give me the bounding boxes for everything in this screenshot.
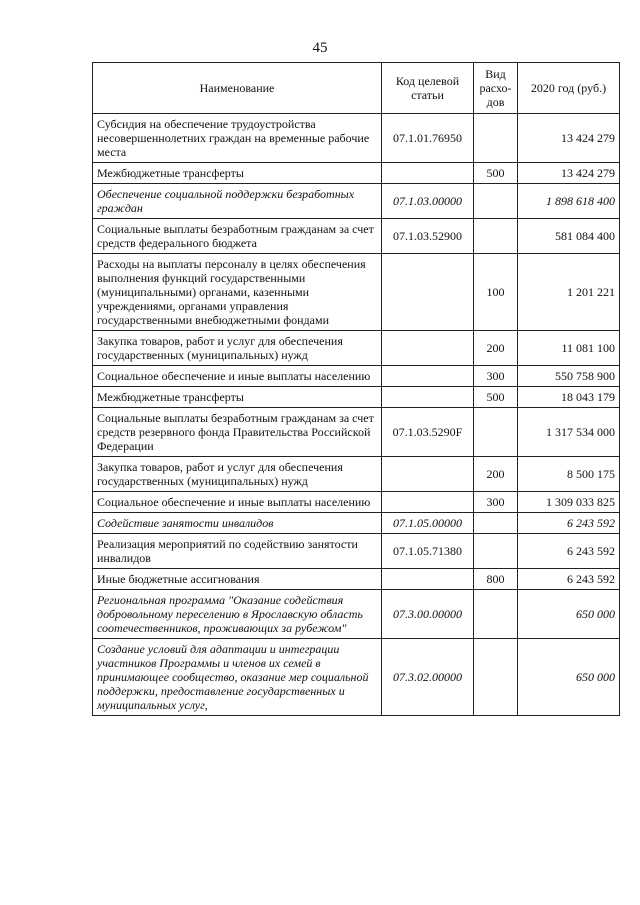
row-amount: 6 243 592 xyxy=(518,513,620,534)
row-kind xyxy=(474,513,518,534)
row-kind: 300 xyxy=(474,492,518,513)
table-row xyxy=(93,534,620,569)
budget-table xyxy=(92,62,620,716)
row-code xyxy=(382,331,474,366)
row-kind xyxy=(474,534,518,569)
row-name: Закупка товаров, работ и услуг для обеспечения государственных (муниципальных) нужд xyxy=(93,331,382,366)
row-kind: 200 xyxy=(474,331,518,366)
table-row xyxy=(93,366,620,387)
table-row xyxy=(93,569,620,590)
row-kind xyxy=(474,639,518,716)
row-kind xyxy=(474,114,518,163)
table-row xyxy=(93,457,620,492)
row-kind: 800 xyxy=(474,569,518,590)
row-kind: 500 xyxy=(474,387,518,408)
row-code xyxy=(382,569,474,590)
row-kind: 500 xyxy=(474,163,518,184)
row-name: Социальные выплаты безработным гражданам за счет средств резервного фонда Правительства Российской Федерации xyxy=(93,408,382,457)
header-kind: Вид расхо-дов xyxy=(474,63,518,114)
row-kind: 300 xyxy=(474,366,518,387)
row-amount: 650 000 xyxy=(518,590,620,639)
row-code xyxy=(382,387,474,408)
row-code: 07.3.00.00000 xyxy=(382,590,474,639)
row-amount: 6 243 592 xyxy=(518,569,620,590)
row-amount: 1 898 618 400 xyxy=(518,184,620,219)
row-amount: 11 081 100 xyxy=(518,331,620,366)
row-name: Межбюджетные трансферты xyxy=(93,163,382,184)
row-name: Региональная программа "Оказание содействия добровольному переселению в Ярославскую область соотечественников, проживающих за рубежом" xyxy=(93,590,382,639)
table-row xyxy=(93,513,620,534)
row-amount: 6 243 592 xyxy=(518,534,620,569)
row-code xyxy=(382,492,474,513)
table-header-row xyxy=(93,63,620,114)
row-code: 07.1.03.52900 xyxy=(382,219,474,254)
table-row xyxy=(93,254,620,331)
row-name: Социальное обеспечение и иные выплаты населению xyxy=(93,492,382,513)
header-name: Наименование xyxy=(93,63,382,114)
row-amount: 1 201 221 xyxy=(518,254,620,331)
header-code: Код целевой статьи xyxy=(382,63,474,114)
header-amount: 2020 год (руб.) xyxy=(518,63,620,114)
row-code: 07.1.01.76950 xyxy=(382,114,474,163)
row-code: 07.1.05.00000 xyxy=(382,513,474,534)
row-name: Содействие занятости инвалидов xyxy=(93,513,382,534)
row-code xyxy=(382,457,474,492)
row-kind: 200 xyxy=(474,457,518,492)
row-amount: 1 317 534 000 xyxy=(518,408,620,457)
row-code: 07.1.03.5290F xyxy=(382,408,474,457)
row-amount: 13 424 279 xyxy=(518,114,620,163)
table-row xyxy=(93,184,620,219)
table-row xyxy=(93,408,620,457)
table-row xyxy=(93,639,620,716)
row-amount: 581 084 400 xyxy=(518,219,620,254)
page-number: 45 xyxy=(312,40,328,56)
row-code xyxy=(382,254,474,331)
table-row xyxy=(93,492,620,513)
row-code: 07.1.05.71380 xyxy=(382,534,474,569)
row-name: Реализация мероприятий по содействию занятости инвалидов xyxy=(93,534,382,569)
row-name: Обеспечение социальной поддержки безработных граждан xyxy=(93,184,382,219)
row-kind: 100 xyxy=(474,254,518,331)
row-name: Социальное обеспечение и иные выплаты населению xyxy=(93,366,382,387)
row-kind xyxy=(474,184,518,219)
row-name: Создание условий для адаптации и интеграции участников Программы и членов их семей в принимающее сообщество, оказание мер социальной поддержки, предоставление государственных и муниципальных услуг, xyxy=(93,639,382,716)
table-row xyxy=(93,163,620,184)
row-code xyxy=(382,163,474,184)
row-kind xyxy=(474,219,518,254)
row-code: 07.1.03.00000 xyxy=(382,184,474,219)
row-name: Закупка товаров, работ и услуг для обеспечения государственных (муниципальных) нужд xyxy=(93,457,382,492)
row-amount: 8 500 175 xyxy=(518,457,620,492)
row-kind xyxy=(474,408,518,457)
row-name: Социальные выплаты безработным гражданам за счет средств федерального бюджета xyxy=(93,219,382,254)
table-row xyxy=(93,219,620,254)
table-row xyxy=(93,590,620,639)
row-name: Иные бюджетные ассигнования xyxy=(93,569,382,590)
row-code: 07.3.02.00000 xyxy=(382,639,474,716)
row-name: Субсидия на обеспечение трудоустройства несовершеннолетних граждан на временные рабочие места xyxy=(93,114,382,163)
row-amount: 1 309 033 825 xyxy=(518,492,620,513)
row-amount: 13 424 279 xyxy=(518,163,620,184)
table-row xyxy=(93,387,620,408)
row-code xyxy=(382,366,474,387)
table-row xyxy=(93,331,620,366)
table-row xyxy=(93,114,620,163)
row-amount: 550 758 900 xyxy=(518,366,620,387)
row-name: Расходы на выплаты персоналу в целях обеспечения выполнения функций государственными (муниципальными) органами, казенными учреждениями, органами управления государственными внебюджетными фондами xyxy=(93,254,382,331)
row-amount: 18 043 179 xyxy=(518,387,620,408)
row-name: Межбюджетные трансферты xyxy=(93,387,382,408)
row-kind xyxy=(474,590,518,639)
row-amount: 650 000 xyxy=(518,639,620,716)
